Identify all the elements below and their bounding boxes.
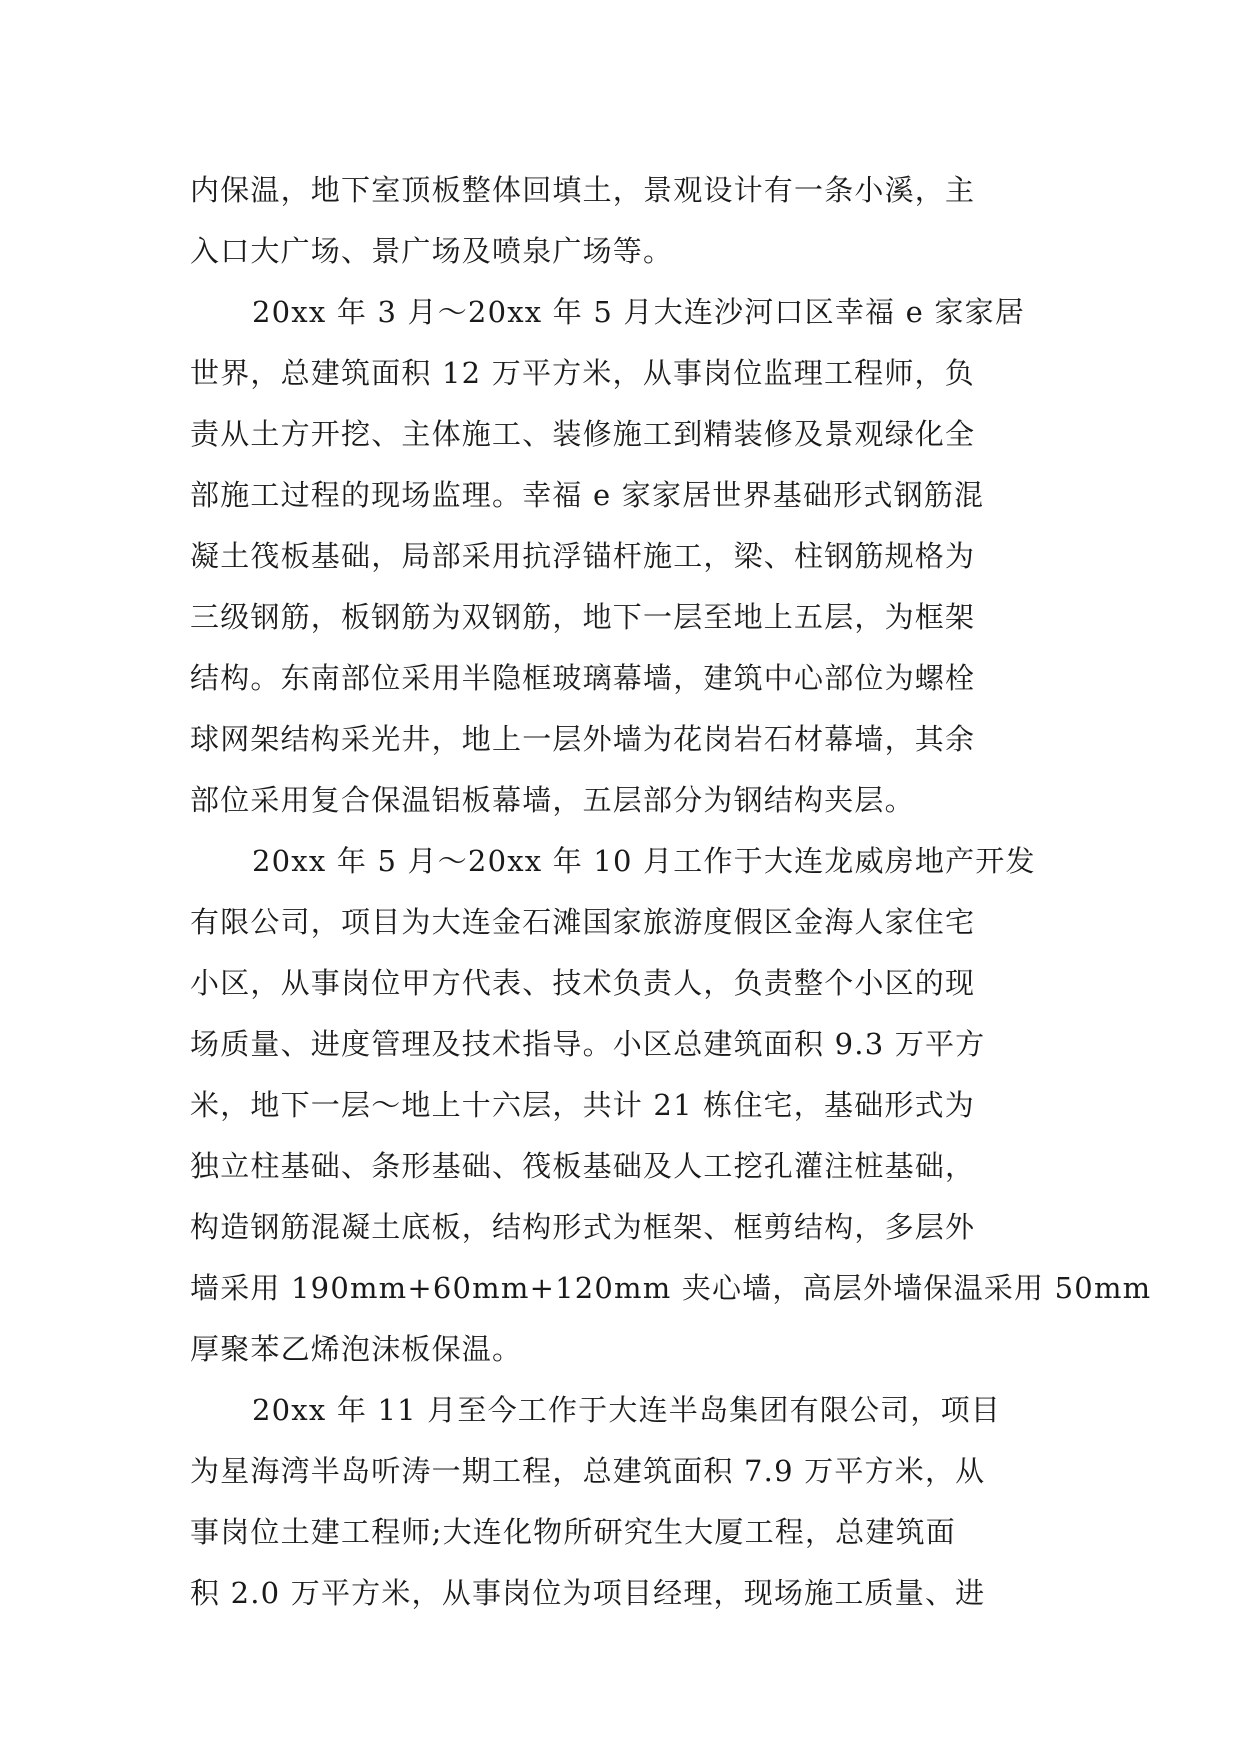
text-line: 责从土方开挖、主体施工、装修施工到精装修及景观绿化全 [190, 417, 976, 451]
text-line: 凝土筏板基础，局部采用抗浮锚杆施工，梁、柱钢筋规格为 [190, 539, 976, 573]
text-line: 构造钢筋混凝土底板，结构形式为框架、框剪结构，多层外 [190, 1210, 976, 1244]
text-line: 部位采用复合保温铝板幕墙，五层部分为钢结构夹层。 [190, 783, 915, 817]
text-line: 厚聚苯乙烯泡沫板保温。 [190, 1332, 523, 1366]
text-line: 米，地下一层～地上十六层，共计 21 栋住宅，基础形式为 [190, 1088, 975, 1122]
text-line: 结构。东南部位采用半隐框玻璃幕墙，建筑中心部位为螺栓 [190, 661, 976, 695]
text-line: 墙采用 190mm+60mm+120mm 夹心墙，高层外墙保温采用 50mm [190, 1271, 1152, 1305]
text-line: 场质量、进度管理及技术指导。小区总建筑面积 9.3 万平方 [190, 1027, 986, 1061]
text-line: 有限公司，项目为大连金石滩国家旅游度假区金海人家住宅 [190, 905, 976, 939]
text-line: 积 2.0 万平方米，从事岗位为项目经理，现场施工质量、进 [190, 1576, 986, 1610]
body-text [190, 160, 1152, 1624]
text-line: 部施工过程的现场监理。幸福 e 家家居世界基础形式钢筋混 [190, 478, 985, 512]
text-line: 三级钢筋，板钢筋为双钢筋，地下一层至地上五层，为框架 [190, 600, 976, 634]
paragraph-start-line: 20xx 年 11 月至今工作于大连半岛集团有限公司，项目 [252, 1393, 1001, 1427]
text-line: 为星海湾半岛听涛一期工程，总建筑面积 7.9 万平方米，从 [190, 1454, 986, 1488]
text-line: 世界，总建筑面积 12 万平方米，从事岗位监理工程师，负 [190, 356, 975, 390]
text-line: 小区，从事岗位甲方代表、技术负责人，负责整个小区的现 [190, 966, 976, 1000]
paragraph-start-line: 20xx 年 3 月～20xx 年 5 月大连沙河口区幸福 e 家家居 [252, 295, 1026, 329]
text-line: 事岗位土建工程师;大连化物所研究生大厦工程，总建筑面 [190, 1515, 956, 1549]
text-line: 内保温，地下室顶板整体回填土，景观设计有一条小溪，主 [190, 173, 976, 207]
paragraph-start-line: 20xx 年 5 月～20xx 年 10 月工作于大连龙威房地产开发 [252, 844, 1036, 878]
text-line: 入口大广场、景广场及喷泉广场等。 [190, 234, 674, 268]
text-line: 球网架结构采光井，地上一层外墙为花岗岩石材幕墙，其余 [190, 722, 976, 756]
text-line: 独立柱基础、条形基础、筏板基础及人工挖孔灌注桩基础， [190, 1149, 976, 1183]
